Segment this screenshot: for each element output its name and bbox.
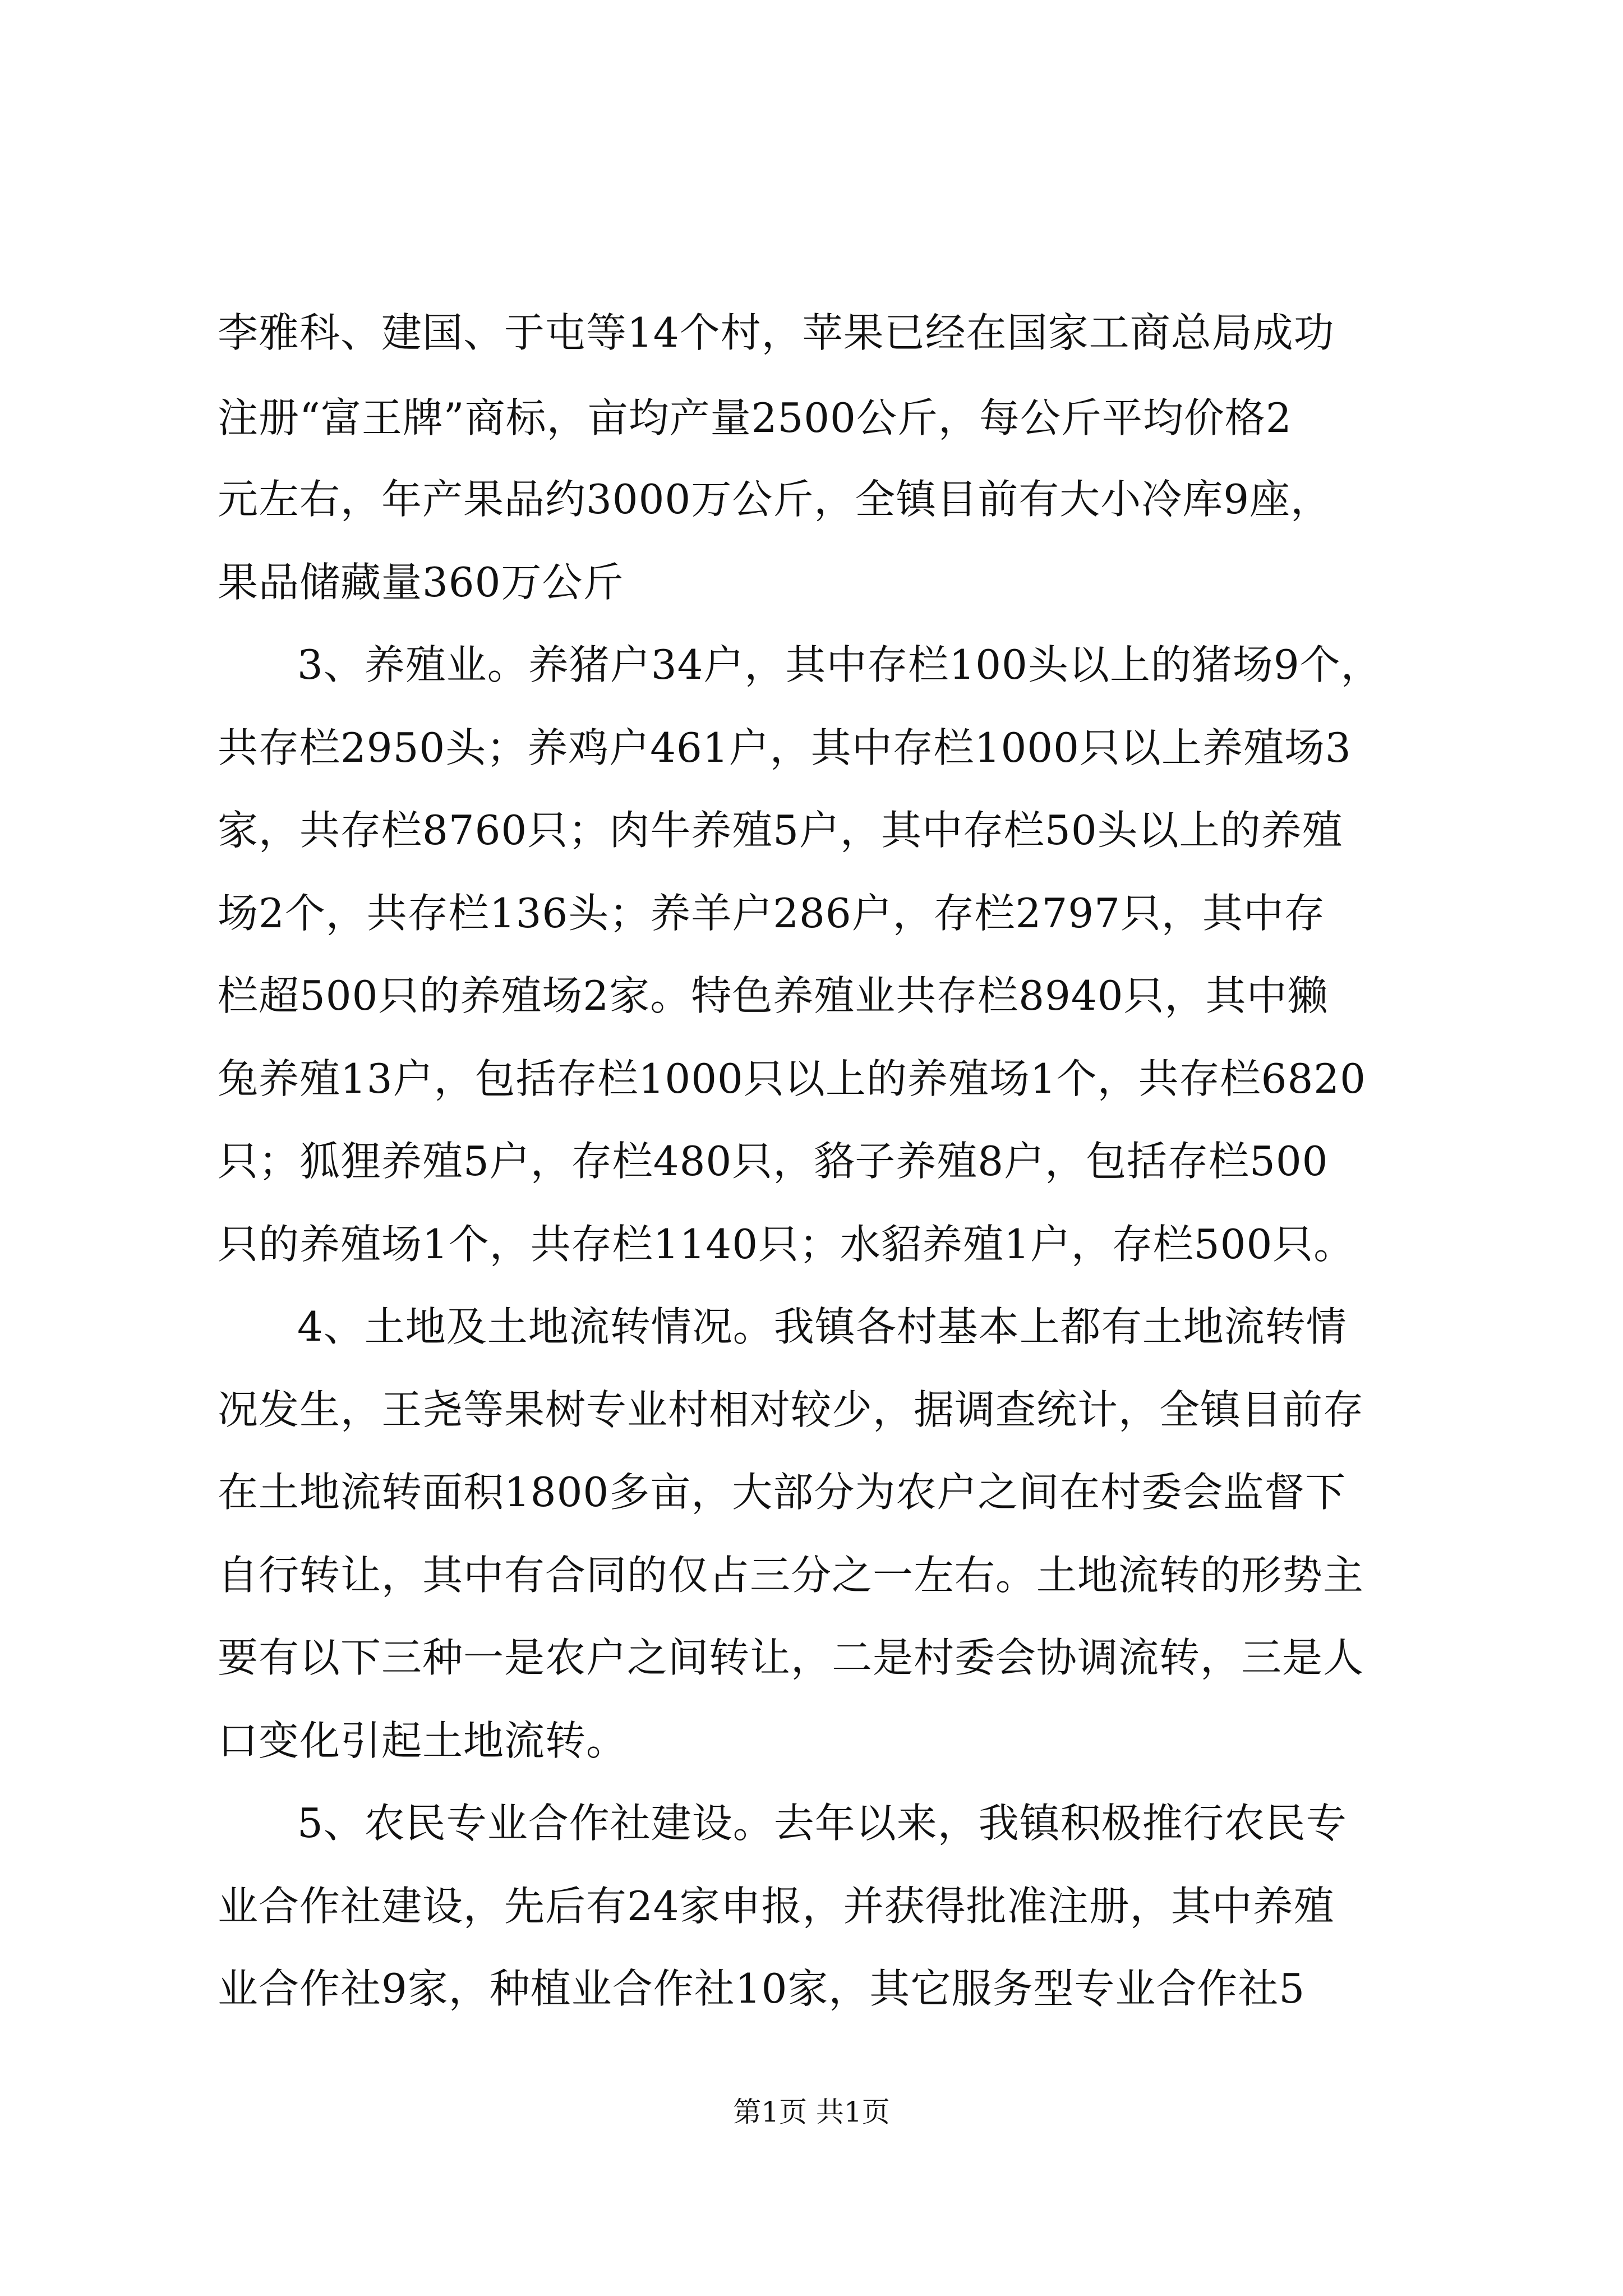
paragraph-4-first-line: 4、土地及土地流转情况。我镇各村基本上都有土地流转情 (297, 1303, 1347, 1350)
text-line-12: 只的养殖场1个，共存栏1140只；水貂养殖1户，存栏500只。 (218, 1221, 1355, 1268)
text-line-9: 栏超500只的养殖场2家。特色养殖业共存栏8940只，其中獭 (218, 972, 1329, 1019)
text-line-1: 李雅科、建国、于屯等14个村，苹果已经在国家工商总局成功 (218, 309, 1335, 356)
page-number-footer: 第1页 共1页 (733, 2096, 890, 2128)
paragraph-3-first-line: 3、养殖业。养猪户34户，其中存栏100头以上的猪场9个， (297, 641, 1382, 688)
text-line-17: 要有以下三种一是农户之间转让，二是村委会协调流转，三是人 (218, 1634, 1364, 1681)
text-line-2: 注册“富王牌”商标，亩均产量2500公斤，每公斤平均价格2 (218, 394, 1292, 441)
text-line-15: 在土地流转面积1800多亩，大部分为农户之间在村委会监督下 (218, 1469, 1347, 1516)
text-line-4: 果品储藏量360万公斤 (218, 559, 624, 606)
text-line-21: 业合作社9家，种植业合作社10家，其它服务型专业合作社5 (218, 1965, 1306, 2012)
text-line-16: 自行转让，其中有合同的仅占三分之一左右。土地流转的形势主 (218, 1552, 1364, 1599)
text-line-18: 口变化引起土地流转。 (218, 1717, 628, 1764)
text-line-11: 只；狐狸养殖5户，存栏480只，貉子养殖8户，包括存栏500 (218, 1138, 1329, 1185)
paragraph-5-first-line: 5、农民专业合作社建设。去年以来，我镇积极推行农民专 (297, 1800, 1347, 1847)
text-line-20: 业合作社建设，先后有24家申报，并获得批准注册，其中养殖 (218, 1883, 1335, 1930)
text-line-3: 元左右，年产果品约3000万公斤，全镇目前有大小冷库9座， (218, 476, 1332, 523)
text-line-7: 家，共存栏8760只；肉牛养殖5户，其中存栏50头以上的养殖 (218, 807, 1343, 854)
text-line-6: 共存栏2950头；养鸡户461户，其中存栏1000只以上养殖场3 (218, 724, 1352, 771)
text-line-8: 场2个，共存栏136头；养羊户286户，存栏2797只，其中存 (218, 890, 1325, 937)
text-line-10: 兔养殖13户，包括存栏1000只以上的养殖场1个，共存栏6820 (218, 1055, 1366, 1102)
text-line-14: 况发生，王尧等果树专业村相对较少，据调查统计，全镇目前存 (218, 1386, 1364, 1433)
